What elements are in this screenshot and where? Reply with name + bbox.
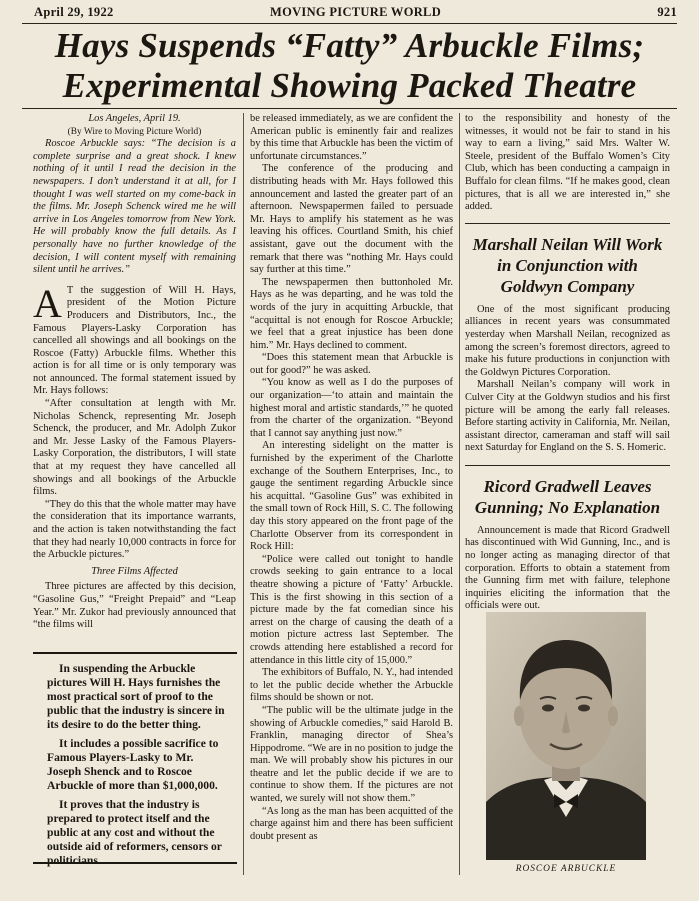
publication-title: MOVING PICTURE WORLD (269, 5, 442, 19)
column-rule-1 (243, 113, 244, 875)
wire-credit: (By Wire to Moving Picture World) (67, 126, 202, 137)
editorial-box (33, 652, 237, 867)
paragraph: “Police were called out tonight to handle crowds seeking to gain entrance to a local theatre showing a picture of ‘Fatty’ Arbuckle. This is the first showing in this section of a picture made by the fat comedian since his arrest on the charge of causing the death of a motion picture actress last September. The crowds attending here established a record for attendance in this little city of 15,000.” (250, 553, 453, 666)
arbuckle-quote: Roscoe Arbuckle says: “The decision is a complete surprise and a great shock. I knew nothing of it until I read the decision in the newspapers. I don’t understand it at all, for I thought I was well started on my come-back in the films. Mr. Joseph Schenck wired me he will arrive in Los Angeles tomorrow from New York. He will probably know the full details. As I personally have no further knowledge of the decision, I will content myself with remaining silent until he arrives.” (33, 138, 236, 276)
page-number: 921 (657, 5, 677, 19)
gradwell-headline: Ricord Gradwell Leaves Gunning; No Explanation (474, 476, 661, 517)
paragraph: “You know as well as I do the purposes of our organization—‘to attain and maintain the highest moral and artistic standards,’” he quoted from the charter of the organization. “Beyond that I cannot say anything just now.” (250, 377, 453, 439)
section-rule (465, 465, 670, 466)
paragraph: “Does this statement mean that Arbuckle is out for good?” he was asked. (250, 352, 453, 376)
box-paragraph: It includes a possible sacrifice to Famous Players-Lasky to Mr. Joseph Shenck and to Roscoe Arbuckle of more than $1,000,000. (47, 737, 219, 792)
headline (20, 26, 679, 106)
running-head (34, 5, 677, 23)
dateline: Los Angeles, April 19. (88, 113, 181, 124)
photo-caption: ROSCOE ARBUCKLE (515, 864, 617, 874)
right-column (465, 113, 670, 613)
paragraph: “As long as the man has been acquitted of the charge against him and there has been sufficient doubt present as (250, 805, 453, 842)
neilan-headline: Marshall Neilan Will Work in Conjunction with Goldwyn Company (472, 234, 663, 296)
paragraph: “The public will be the ultimate judge in the showing of Arbuckle comedies,” said Harold B. Franklin, managing director of Shea’s Hippodrome. “We are in no position to judge the man. We will probably show his pictures in our theatre and let the public decide if we are to continue to show them. If the pictures are not wanted, we surely will not show them.” (250, 704, 453, 805)
paragraph: be released immediately, as we are confident the American public is eminently fair and realizes by this time that Arbuckle has been the victim of unfortunate circumstances.” (250, 113, 453, 162)
headline-line-2: Experimental Showing Packed Theatre (62, 66, 637, 105)
paragraph: Three pictures are affected by this decision, “Gasoline Gus,” “Freight Prepaid” and “Leap Year.” Mr. Zukor had previously announced that “the films will (33, 581, 236, 631)
paragraph: One of the most significant producing alliances in recent years was consummated yesterday when Marshall Neilan, recognized as among the screen’s foremost directors, agreed to make his future productions in conjunction with the Goldwyn Pictures Corporation. (465, 303, 670, 378)
paragraph: Marshall Neilan’s company will work in Culver City at the Goldwyn studios and his first picture will be among the early fall releases. Before starting activity in California, Mr. Neilan, assistant director, cameraman and staff will sail next Saturday for England on the S. S. Homeric. (465, 379, 670, 454)
paragraph: The exhibitors of Buffalo, N. Y., had intended to let the public decide whether the Arbuckle films should be shown or not. (250, 667, 453, 704)
paragraph: to the responsibility and honesty of the witnesses, it would not be fair to stand in his way to earn a living,” said Mrs. Walter W. Steele, president of the Buffalo Women’s City Club, which has been conducting a campaign in Buffalo for clean films. “If he makes good, clean pictures, that is all we are interested in,” she added. (465, 113, 670, 213)
paragraph: The newspapermen then buttonholed Mr. Hays as he was departing, and he was told the words of the jury in acquitting Arbuckle, that “acquittal is not enough for Roscoe Arbuckle; we feel that a great injustice has been done him.” Mr. Hays declined to comment. (250, 276, 453, 351)
paragraph: “They do this that the whole matter may have the consideration that its importance warrants, and the action is taken notwithstanding the fact that they had nearly 10,000 contracts in force for the Arbuckle pictures.” (33, 498, 236, 561)
box-paragraph: It proves that the industry is prepared to protect itself and the public at any cost and without the outside aid of reformers, censors or politicians. (47, 798, 222, 867)
lead-paragraph (33, 280, 236, 398)
left-column (33, 113, 236, 632)
drop-cap: A (33, 280, 62, 326)
box-paragraph: In suspending the Arbuckle pictures Will H. Hays furnishes the most practical sort of proof to the public that the industry is sincere in its desire to do the better thing. (47, 662, 225, 731)
headline-line-1: Hays Suspends “Fatty” Arbuckle Films; (54, 26, 645, 65)
paragraph: The conference of the producing and distributing heads with Mr. Hays followed this announcement and lasted the greater part of an afternoon. Newspapermen failed to persuade Mr. Hays to amplify his statement as he was leaving his offices. Courtland Smith, his chief assistant, gave out the document with the remark that there was “nothing Mr. Hays could say further at this time.” (250, 163, 453, 276)
paragraph: Announcement is made that Ricord Gradwell has discontinued with Wid Gunning, Inc., and is no longer acting as managing director of that corporation. Efforts to obtain a statement from the Gunning firm met with failure, telephone inquiries eliciting the information that the officials were out. (465, 524, 670, 612)
header-rule (22, 23, 677, 24)
subhead-three-films: Three Films Affected (91, 565, 178, 577)
issue-date: April 29, 1922 (34, 5, 114, 19)
lead-paragraph-text: T the suggestion of Will H. Hays, president of the Motion Picture Producers and Distributors, Inc., the Famous Players-Lasky Corporation has cancelled all showings and all bookings on the Roscoe (Fatty) Arbuckle films. Whether this action is for all time or is only temporary was not announced. The formal statement issued by Mr. Hays follows: (33, 284, 236, 397)
paragraph: An interesting sidelight on the matter is furnished by the experiment of the Charlotte exchange of the Southern Enterprises, Inc., to gauge the sentiment regarding Arbuckle since his acquittal. “Gasoline Gus” was exhibited in the small town of Rock Hill, S. C. The following day this story appeared on the front page of the Charlotte Observer from its correspondent in Rock Hill: (250, 440, 453, 553)
column-rule-2 (459, 113, 460, 875)
middle-column (250, 113, 453, 843)
arbuckle-portrait-photo (486, 612, 646, 860)
section-rule (465, 223, 670, 224)
headline-rule (22, 108, 677, 109)
portrait-illustration (486, 612, 646, 860)
paragraph: “After consultation at length with Mr. Nicholas Schenck, representing Mr. Joseph Schenck, the producer, and Mr. Adolph Zukor and Mr. Jesse Lasky of the Famous Players-Lasky Corporation, the distributors, I will state that at my request they have cancelled all showings and all bookings of the Arbuckle films. (33, 398, 236, 498)
